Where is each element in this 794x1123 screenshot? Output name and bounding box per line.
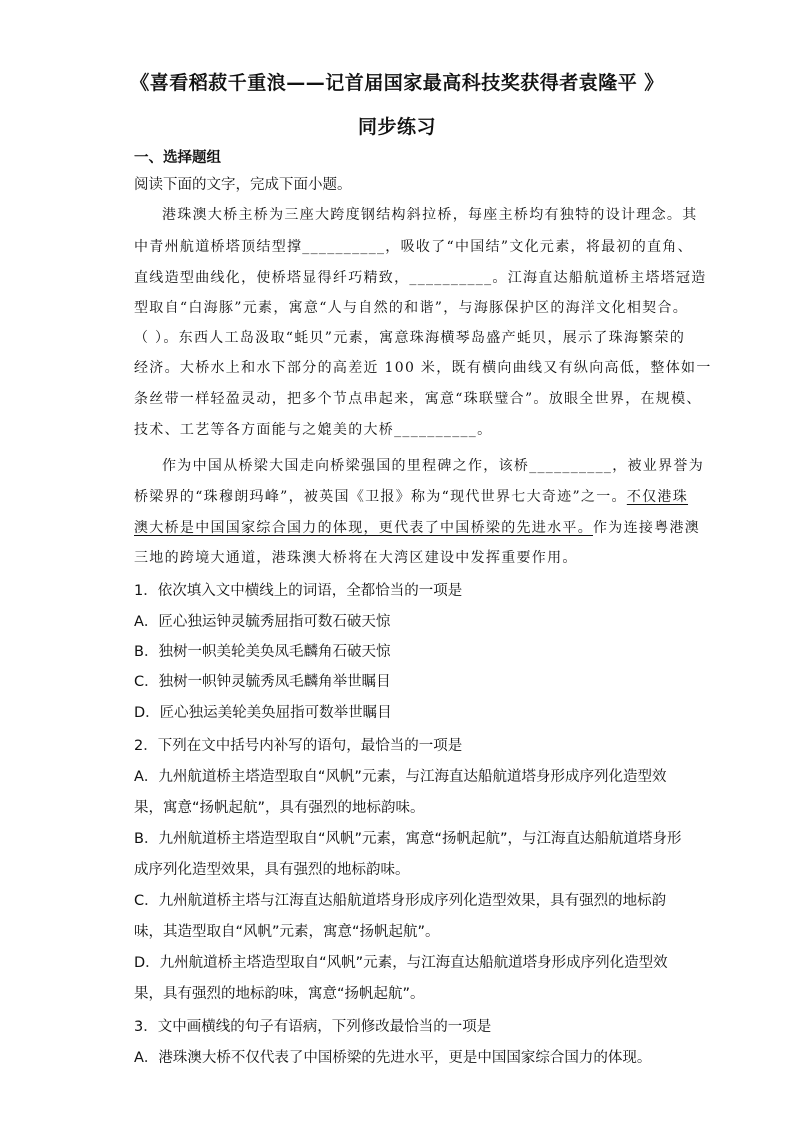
underlined-sentence: 澳大桥是中国国家综合国力的体现，更代表了中国桥梁的先进水平。	[134, 520, 593, 536]
section-heading: 一、选择题组	[134, 150, 221, 166]
underlined-sentence: 不仅港珠	[626, 489, 689, 505]
document-subtitle: 同步练习	[357, 116, 436, 138]
question-option: C．九州航道桥主塔与江海直达船航道塔身形成序列化造型效果，具有强烈的地标韵	[134, 893, 667, 909]
question-option: 味，其造型取自“风帆”元素，寓意“扬帆起航”。	[134, 924, 440, 940]
question-option: 果，寓意“扬帆起航”，具有强烈的地标韵味。	[134, 800, 425, 816]
question-stem: 1．依次填入文中横线上的词语，全都恰当的一项是	[134, 583, 463, 599]
passage-line	[134, 486, 688, 506]
question-option: B．九州航道桥主塔造型取自“风帆”元素，寓意“扬帆起航”，与江海直达船航道塔身形	[134, 831, 682, 847]
question-option: D．匠心独运美轮美奂屈指可数举世瞩目	[134, 705, 392, 721]
passage-line	[134, 517, 700, 537]
document-title: 《喜看稻菽千重浪——记首届国家最高科技奖获得者袁隆平 》	[130, 72, 664, 94]
passage-line: （ ）。东西人工岛汲取“蚝贝”元素，寓意珠海横琴岛盛产蚝贝，展示了珠海繁荣的	[134, 330, 686, 346]
question-option: D．九州航道桥主塔造型取自“风帆”元素，与江海直达船航道塔身形成序列化造型效	[134, 955, 668, 971]
passage-line: 条丝带一样轻盈灵动，把多个节点串起来，寓意“珠联璧合”。放眼全世界，在规模、	[134, 391, 702, 407]
question-option: A．九州航道桥主塔造型取自“风帆”元素，与江海直达船航道塔身形成序列化造型效	[134, 769, 667, 785]
question-stem: 2．下列在文中括号内补写的语句，最恰当的一项是	[134, 738, 463, 754]
passage-line: 型取自“白海豚”元素，寓意“人与自然的和谐”，与海豚保护区的海洋文化相契合。	[134, 300, 689, 316]
question-option: A．港珠澳大桥不仅代表了中国桥梁的先进水平，更是中国国家综合国力的体现。	[134, 1050, 652, 1066]
question-option: A．匠心独运钟灵毓秀屈指可数石破天惊	[134, 614, 391, 630]
question-stem: 3．文中画横线的句子有语病，下列修改最恰当的一项是	[134, 1019, 492, 1035]
question-option: 果，具有强烈的地标韵味，寓意“扬帆起航”。	[134, 986, 425, 1002]
passage-line: 技术、工艺等各方面能与之媲美的大桥__________。	[134, 422, 493, 438]
question-option: C．独树一帜钟灵毓秀凤毛麟角举世瞩目	[134, 674, 391, 690]
question-option: 成序列化造型效果，具有强烈的地标韵味。	[134, 862, 410, 878]
question-option: B．独树一帜美轮美奂凤毛麟角石破天惊	[134, 644, 391, 660]
passage-line: 港珠澳大桥主桥为三座大跨度钢结构斜拉桥，每座主桥均有独特的设计理念。其	[162, 207, 698, 223]
passage-line: 经济。大桥水上和水下部分的高差近 100 米，既有横向曲线又有纵向高低，整体如一	[134, 360, 712, 376]
passage-line: 三地的跨境大通道，港珠澳大桥将在大湾区建设中发挥重要作用。	[134, 550, 578, 566]
passage-line: 中青州航道桥塔顶结型撑__________，吸收了“中国结”文化元素，将最初的直角、	[134, 239, 693, 255]
passage-text: 作为连接粤港澳	[593, 520, 701, 536]
passage-line: 作为中国从桥梁大国走向桥梁强国的里程碑之作，该桥__________，被业界誉为	[162, 458, 704, 474]
passage-line: 直线造型曲线化，使桥塔显得纤巧精致，__________。江海直达船航道桥主塔塔冠造	[134, 270, 707, 286]
instruction-text: 阅读下面的文字，完成下面小题。	[134, 177, 352, 193]
passage-text: 桥梁界的“珠穆朗玛峰”，被英国《卫报》称为“现代世界七大奇迹”之一。	[134, 489, 627, 505]
